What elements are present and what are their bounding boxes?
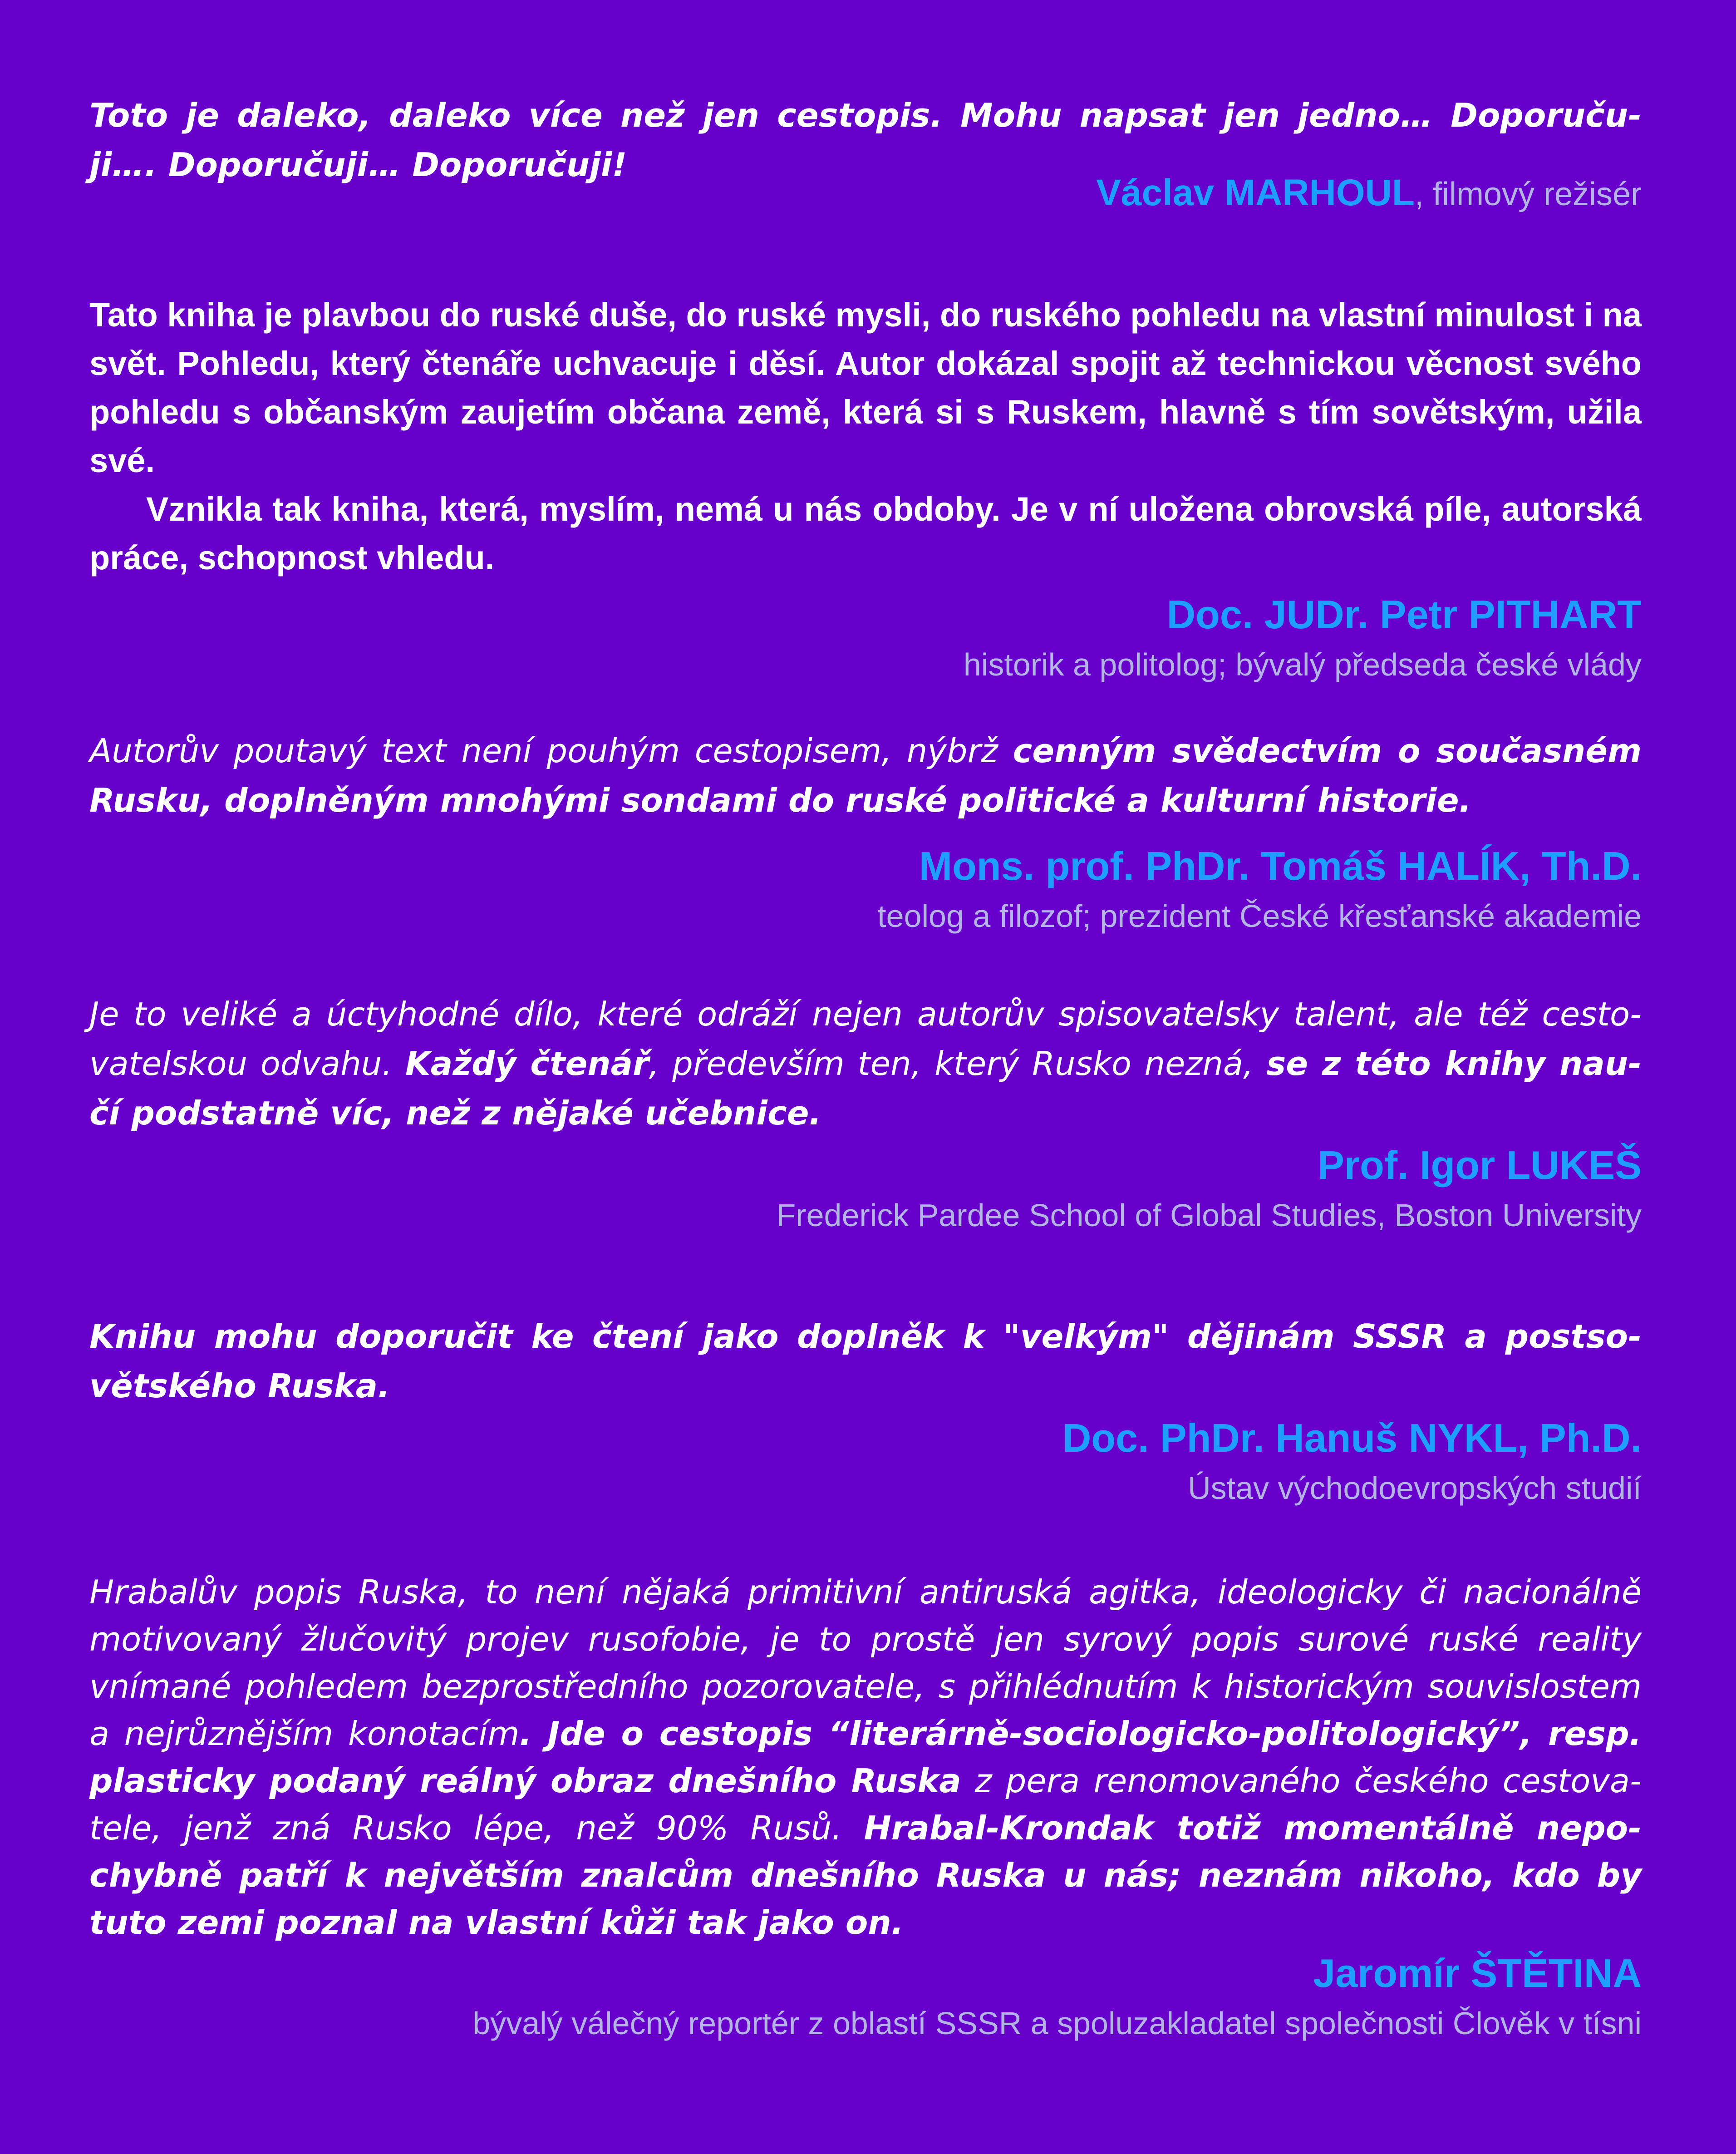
quote-plain: Autorův poutavý text není pouhým cestopisem, nýbrž <box>89 732 1013 770</box>
quote-plain: Hrabalův popis Ruska, to není nějaká primitivní antiruská agitka, ideologicky či nacionálně motivovaný žlučovitý projev rusofobie, je to prostě jen syrový popis surové ruské reality vnímané pohledem bezprostředního pozorovatele, s přihlédnutím k historickým souvislostem a nejrůznějším konotacím <box>89 1573 1642 1753</box>
quote-emphasis: Hrabal-Krondak totiž momentálně nepo- chybně patří k největším znalcům dnešního Ruska u nás; neznám nikoho, kdo by tuto zemi poznal na vlastní kůži tak jako on. <box>89 1809 1642 1942</box>
quote-stetina <box>89 1568 1642 2046</box>
author-role: Frederick Pardee School of Global Studies, Boston University <box>776 1198 1642 1233</box>
author-role: bývalý válečný reportér z oblastí SSSR a spoluzakladatel společnosti Člověk v tísni <box>472 2006 1642 2041</box>
quote-halik <box>89 726 1642 939</box>
author-name: Doc. PhDr. Hanuš NYKL, Ph.D. <box>1062 1415 1642 1460</box>
author-name-text: Václav MARHOUL <box>1096 172 1415 213</box>
author-role: historik a politolog; bývalý předseda české vlády <box>963 647 1642 682</box>
quote-pithart <box>89 291 1642 687</box>
quote-paragraph: Vznikla tak kniha, která, myslím, nemá u nás obdoby. Je v ní uložena obrovská píle, autorská práce, schopnost vhledu. <box>89 490 1642 577</box>
quote-paragraph: Tato kniha je plavbou do ruské duše, do ruské mysli, do ruského pohledu na vlastní minulost i na svět. Pohledu, který čtenáře uchvacuje i děsí. Autor dokázal spojit až technickou věcnost svého pohledu s občanským zaujetím občana země, která si s Ruskem, hlavně s tím sovětským, užila své. <box>89 296 1642 479</box>
quote-text: Toto je daleko, daleko více než jen cestopis. Mohu napsat jen jedno… Doporuču- ji…. Doporučuji… Doporučuji! <box>89 96 1642 184</box>
quote-text: Knihu mohu doporučit ke čtení jako doplněk k "velkým" dějinám SSSR a postso- větského Ruska. <box>89 1317 1642 1405</box>
quote-marhoul <box>89 91 1642 213</box>
author-name <box>1096 166 1642 222</box>
quote-emphasis: cenným svědectvím o současném Rusku, doplněným mnohými sondami do ruské politické a kulturní historie. <box>89 732 1642 819</box>
quote-text <box>89 726 1642 825</box>
author-name: Prof. Igor LUKEŠ <box>1318 1143 1642 1188</box>
quote-text <box>89 1568 1642 1946</box>
quote-plain: , především ten, který Rusko nezná, <box>649 1045 1267 1083</box>
quote-emphasis: . Jde o cestopis “literárně-sociologicko-politologický”, resp. plasticky podaný reálný obraz dnešního Ruska <box>89 1715 1642 1800</box>
quote-lukes <box>89 990 1642 1238</box>
quote-plain: Je to veliké a úctyhodné dílo, které odráží nejen autorův spisovatelsky talent, ale též cesto- vatelskou odvahu. <box>89 995 1642 1083</box>
author-role: Ústav východoevropských studií <box>1188 1470 1642 1506</box>
quote-nykl <box>89 1312 1642 1511</box>
quote-emphasis: Každý čtenář <box>405 1045 649 1083</box>
author-role: , filmový režisér <box>1414 176 1642 212</box>
author-role: teolog a filozof; prezident České křesťanské akademie <box>877 898 1642 934</box>
author-name: Doc. JUDr. Petr PITHART <box>1166 592 1642 637</box>
quote-text <box>89 990 1642 1138</box>
author-name: Jaromír ŠTĚTINA <box>1313 1951 1642 1996</box>
author-name: Mons. prof. PhDr. Tomáš HALÍK, Th.D. <box>919 843 1642 888</box>
quote-emphasis: se z této knihy nau- čí podstatně víc, než z nějaké učebnice. <box>89 1045 1642 1132</box>
quote-plain: z pera renomovaného českého cestova- tele, jenž zná Rusko lépe, než 90% Rusů. <box>89 1762 1642 1847</box>
